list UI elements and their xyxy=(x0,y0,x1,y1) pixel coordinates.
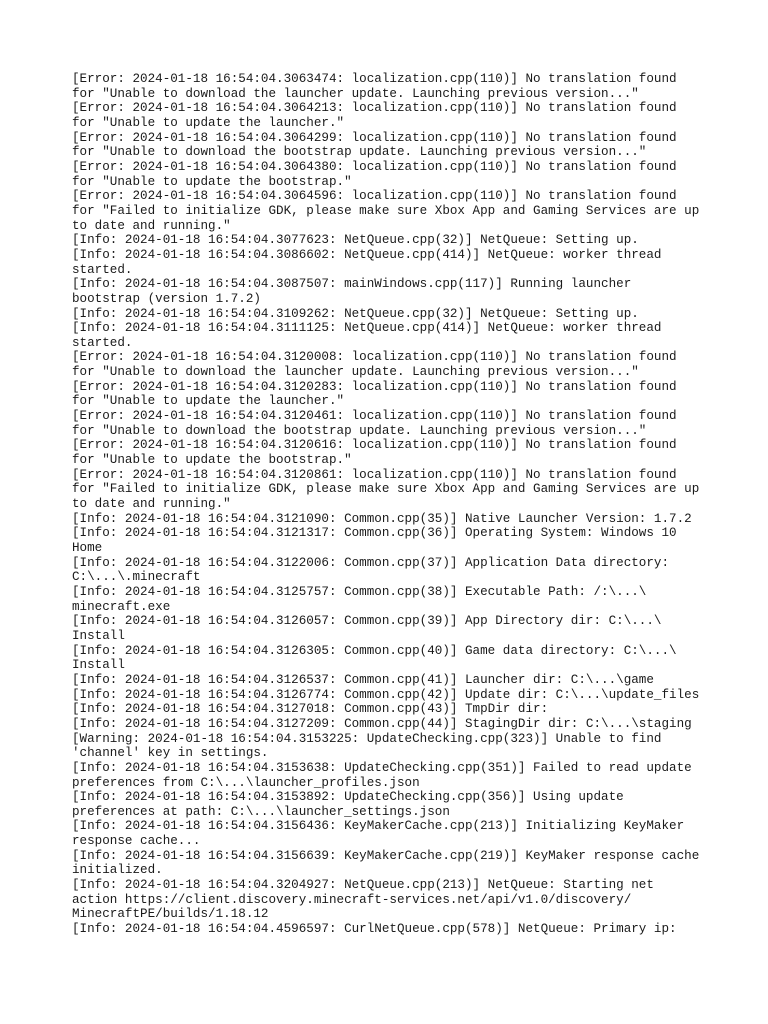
log-line: to date and running." xyxy=(72,218,231,233)
log-line: for "Unable to download the bootstrap update. Launching previous version..." xyxy=(72,423,647,438)
log-line: Install xyxy=(72,628,125,643)
log-line: [Error: 2024-01-18 16:54:04.3064213: localization.cpp(110)] No translation found xyxy=(72,101,677,116)
log-line: MinecraftPE/builds/1.18.12 xyxy=(72,907,269,922)
log-line: [Warning: 2024-01-18 16:54:04.3153225: UpdateChecking.cpp(323)] Unable to find xyxy=(72,731,662,746)
log-line: [Info: 2024-01-18 16:54:04.3156639: KeyMakerCache.cpp(219)] KeyMaker response cache xyxy=(72,848,700,863)
log-line: Home xyxy=(72,541,103,555)
log-line: [Error: 2024-01-18 16:54:04.3064299: localization.cpp(110)] No translation found xyxy=(72,130,677,145)
log-line: [Info: 2024-01-18 16:54:04.3204927: NetQueue.cpp(213)] NetQueue: Starting net xyxy=(72,878,654,893)
log-line: preferences from C:\...\launcher_profiles.json xyxy=(72,775,420,790)
log-line: [Info: 2024-01-18 16:54:04.3153892: UpdateChecking.cpp(356)] Using update xyxy=(72,790,624,805)
log-line: [Info: 2024-01-18 16:54:04.3077623: NetQueue.cpp(32)] NetQueue: Setting up. xyxy=(72,233,639,248)
log-line: [Info: 2024-01-18 16:54:04.3156436: KeyMakerCache.cpp(213)] Initializing KeyMaker xyxy=(72,819,685,834)
log-line: for "Unable to download the bootstrap update. Launching previous version..." xyxy=(72,145,647,160)
log-line: [Error: 2024-01-18 16:54:04.3120283: localization.cpp(110)] No translation found xyxy=(72,379,677,394)
log-line: to date and running." xyxy=(72,497,231,512)
log-line: C:\...\.minecraft xyxy=(72,570,201,585)
log-line: [Info: 2024-01-18 16:54:04.3126774: Common.cpp(42)] Update dir: C:\...\update_files xyxy=(72,687,700,702)
log-line: preferences at path: C:\...\launcher_settings.json xyxy=(72,804,450,819)
log-line: minecraft.exe xyxy=(72,599,171,614)
log-line: [Info: 2024-01-18 16:54:04.3086602: NetQueue.cpp(414)] NetQueue: worker thread xyxy=(72,247,662,262)
log-line: response cache... xyxy=(72,834,201,849)
log-line: for "Unable to download the launcher update. Launching previous version..." xyxy=(72,86,639,101)
log-line: [Error: 2024-01-18 16:54:04.3120861: localization.cpp(110)] No translation found xyxy=(72,467,677,482)
log-line: action https://client.discovery.minecraft-services.net/api/v1.0/discovery/ xyxy=(72,892,632,907)
log-line: [Info: 2024-01-18 16:54:04.3125757: Common.cpp(38)] Executable Path: /:\...\ xyxy=(72,584,647,599)
log-line: [Info: 2024-01-18 16:54:04.3127018: Common.cpp(43)] TmpDir dir: xyxy=(72,702,549,717)
log-line: started. xyxy=(72,335,133,350)
log-line: [Info: 2024-01-18 16:54:04.3127209: Common.cpp(44)] StagingDir dir: C:\...\staging xyxy=(72,716,692,731)
log-line: for "Unable to update the bootstrap." xyxy=(72,453,352,468)
log-line: Install xyxy=(72,658,125,673)
log-line: for "Unable to update the bootstrap." xyxy=(72,174,352,189)
log-line: [Error: 2024-01-18 16:54:04.3120461: localization.cpp(110)] No translation found xyxy=(72,409,677,424)
log-line: [Error: 2024-01-18 16:54:04.3120008: localization.cpp(110)] No translation found xyxy=(72,350,677,365)
log-line: [Info: 2024-01-18 16:54:04.3121317: Common.cpp(36)] Operating System: Windows 10 xyxy=(72,526,677,541)
log-line: started. xyxy=(72,262,133,277)
log-line: initialized. xyxy=(72,863,163,878)
log-line: for "Failed to initialize GDK, please make sure Xbox App and Gaming Services are up xyxy=(72,482,700,497)
log-line: [Info: 2024-01-18 16:54:04.3126537: Common.cpp(41)] Launcher dir: C:\...\game xyxy=(72,672,654,687)
log-line: [Info: 2024-01-18 16:54:04.3126057: Common.cpp(39)] App Directory dir: C:\...\ xyxy=(72,614,662,629)
log-line: [Error: 2024-01-18 16:54:04.3063474: localization.cpp(110)] No translation found xyxy=(72,72,677,86)
log-document xyxy=(72,72,708,937)
log-line: [Info: 2024-01-18 16:54:04.3153638: UpdateChecking.cpp(351)] Failed to read update xyxy=(72,760,692,775)
log-line: [Info: 2024-01-18 16:54:04.3122006: Common.cpp(37)] Application Data directory: xyxy=(72,555,670,570)
log-line: [Info: 2024-01-18 16:54:04.3109262: NetQueue.cpp(32)] NetQueue: Setting up. xyxy=(72,306,639,321)
log-line: 'channel' key in settings. xyxy=(72,746,269,761)
log-line: [Info: 2024-01-18 16:54:04.4596597: CurlNetQueue.cpp(578)] NetQueue: Primary ip: xyxy=(72,922,677,937)
log-line: [Error: 2024-01-18 16:54:04.3120616: localization.cpp(110)] No translation found xyxy=(72,438,677,453)
log-line: [Error: 2024-01-18 16:54:04.3064596: localization.cpp(110)] No translation found xyxy=(72,189,677,204)
log-line: for "Unable to update the launcher." xyxy=(72,394,345,409)
log-line: bootstrap (version 1.7.2) xyxy=(72,291,261,306)
log-line: [Info: 2024-01-18 16:54:04.3111125: NetQueue.cpp(414)] NetQueue: worker thread xyxy=(72,321,662,336)
log-line: for "Unable to update the launcher." xyxy=(72,115,345,130)
log-line: [Info: 2024-01-18 16:54:04.3121090: Common.cpp(35)] Native Launcher Version: 1.7.2 xyxy=(72,511,692,526)
log-line: [Info: 2024-01-18 16:54:04.3087507: mainWindows.cpp(117)] Running launcher xyxy=(72,277,632,292)
log-line: [Info: 2024-01-18 16:54:04.3126305: Common.cpp(40)] Game data directory: C:\...\ xyxy=(72,643,677,658)
log-line: for "Unable to download the launcher update. Launching previous version..." xyxy=(72,365,639,380)
log-line: [Error: 2024-01-18 16:54:04.3064380: localization.cpp(110)] No translation found xyxy=(72,159,677,174)
log-line: for "Failed to initialize GDK, please make sure Xbox App and Gaming Services are up xyxy=(72,203,700,218)
